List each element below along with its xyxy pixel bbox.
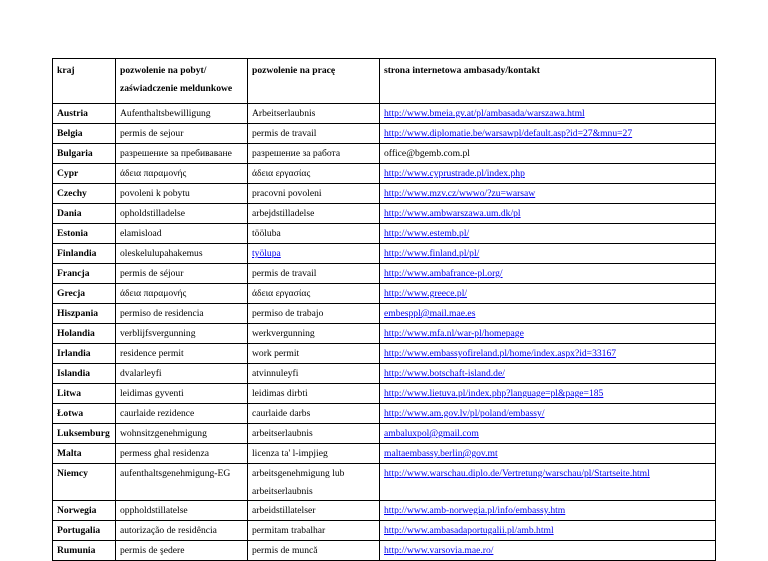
work-permit-cell: Arbeitserlaubnis	[248, 104, 380, 124]
country-cell: Litwa	[53, 384, 116, 404]
country-cell: Łotwa	[53, 404, 116, 424]
work-permit-cell: arbejdstilladelse	[248, 204, 380, 224]
embassy-link[interactable]: http://www.ambasadaportugalii.pl/amb.html	[384, 525, 554, 536]
embassy-email-link[interactable]: ambaluxpol@gmail.com	[384, 428, 479, 439]
contact-cell	[380, 501, 716, 521]
country-cell: Rumunia	[53, 541, 116, 561]
contact-cell	[380, 284, 716, 304]
table-row	[53, 344, 716, 364]
embassy-link[interactable]: http://www.ambafrance-pl.org/	[384, 268, 503, 279]
country-cell: Malta	[53, 444, 116, 464]
contact-cell	[380, 184, 716, 204]
embassy-link[interactable]: http://www.botschaft-island.de/	[384, 368, 505, 379]
embassy-link[interactable]: http://www.am.gov.lv/pl/poland/embassy/	[384, 408, 545, 419]
country-cell: Austria	[53, 104, 116, 124]
table-row	[53, 244, 716, 264]
country-cell: Irlandia	[53, 344, 116, 364]
contact-cell	[380, 124, 716, 144]
work-permit-cell: άδεια εργασίας	[248, 284, 380, 304]
table-row	[53, 304, 716, 324]
contact-cell	[380, 104, 716, 124]
country-cell: Cypr	[53, 164, 116, 184]
embassy-link[interactable]: http://www.finland.pl/pl/	[384, 248, 480, 259]
table-row	[53, 144, 716, 164]
residence-permit-cell: άδεια παραμονής	[116, 164, 248, 184]
work-permit-cell	[248, 464, 380, 501]
country-cell: Holandia	[53, 324, 116, 344]
work-permit-cell	[248, 244, 380, 264]
table-row	[53, 364, 716, 384]
work-permit-cell: pracovni povoleni	[248, 184, 380, 204]
residence-permit-cell: opholdstilladelse	[116, 204, 248, 224]
table-row	[53, 204, 716, 224]
work-permit-link[interactable]: työlupa	[252, 248, 281, 259]
residence-permit-cell: permiso de residencia	[116, 304, 248, 324]
embassy-link[interactable]: http://www.mzv.cz/wwwo/?zu=warsaw	[384, 188, 536, 199]
work-permit-cell: άδεια εργασίας	[248, 164, 380, 184]
country-cell: Islandia	[53, 364, 116, 384]
embassy-link[interactable]: http://www.lietuva.pl/index.php?language=pl&page=185	[384, 388, 604, 399]
country-cell: Belgia	[53, 124, 116, 144]
table-row	[53, 224, 716, 244]
work-permit-cell: arbeidstillatelser	[248, 501, 380, 521]
table-row	[53, 104, 716, 124]
table-row	[53, 324, 716, 344]
table-row	[53, 164, 716, 184]
embassy-link[interactable]: http://www.amb-norwegia.pl/info/embassy.htm	[384, 505, 566, 516]
contact-cell	[380, 344, 716, 364]
contact-cell	[380, 464, 716, 501]
contact-cell	[380, 304, 716, 324]
header-residence-permit	[116, 59, 248, 104]
table-row	[53, 501, 716, 521]
table-row	[53, 124, 716, 144]
contact-cell	[380, 521, 716, 541]
embassy-link[interactable]: http://www.estemb.pl/	[384, 228, 470, 239]
work-permit-cell: permis de travail	[248, 124, 380, 144]
embassy-table	[52, 58, 716, 561]
contact-cell	[380, 164, 716, 184]
embassy-link[interactable]: http://www.varsovia.mae.ro/	[384, 545, 494, 556]
residence-permit-cell: oleskelulupahakemus	[116, 244, 248, 264]
work-permit-line1: arbeitsgenehmigung lub	[252, 468, 345, 479]
country-cell: Norwegia	[53, 501, 116, 521]
residence-permit-cell: άδεια παραμονής	[116, 284, 248, 304]
embassy-email-link[interactable]: embesppl@mail.mae.es	[384, 308, 476, 319]
embassy-link[interactable]: http://www.warschau.diplo.de/Vertretung/warschau/pl/Startseite.html	[384, 468, 650, 479]
work-permit-cell: werkvergunning	[248, 324, 380, 344]
country-cell: Czechy	[53, 184, 116, 204]
contact-cell	[380, 384, 716, 404]
table-row	[53, 284, 716, 304]
embassy-link[interactable]: http://www.diplomatie.be/warsawpl/default.asp?id=27&mnu=27	[384, 128, 633, 139]
work-permit-cell: arbeitserlaubnis	[248, 424, 380, 444]
country-cell: Francja	[53, 264, 116, 284]
residence-permit-cell: permis de sejour	[116, 124, 248, 144]
work-permit-cell: caurlaide darbs	[248, 404, 380, 424]
residence-permit-cell: Aufenthaltsbewilligung	[116, 104, 248, 124]
work-permit-cell: permitam trabalhar	[248, 521, 380, 541]
work-permit-cell: permis de muncă	[248, 541, 380, 561]
country-cell: Niemcy	[53, 464, 116, 501]
header-embassy-website: strona internetowa ambasady/kontakt	[380, 59, 716, 104]
embassy-link[interactable]: http://www.mfa.nl/war-pl/homepage	[384, 328, 524, 339]
contact-cell: office@bgemb.com.pl	[380, 144, 716, 164]
table-row	[53, 444, 716, 464]
header-residence-line1: pozwolenie na pobyt/	[120, 65, 207, 76]
country-cell: Finlandia	[53, 244, 116, 264]
table-row	[53, 264, 716, 284]
residence-permit-cell: caurlaide rezidence	[116, 404, 248, 424]
embassy-email-link[interactable]: maltaembassy.berlin@gov.mt	[384, 448, 498, 459]
residence-permit-cell: autorização de residência	[116, 521, 248, 541]
table-row	[53, 424, 716, 444]
contact-cell	[380, 444, 716, 464]
country-cell: Dania	[53, 204, 116, 224]
country-cell: Luksemburg	[53, 424, 116, 444]
contact-cell	[380, 204, 716, 224]
work-permit-cell: permiso de trabajo	[248, 304, 380, 324]
table-row	[53, 541, 716, 561]
contact-cell	[380, 244, 716, 264]
work-permit-cell: atvinnuleyfi	[248, 364, 380, 384]
residence-permit-cell: elamisload	[116, 224, 248, 244]
contact-cell	[380, 324, 716, 344]
work-permit-cell: licenza ta' l-impjieg	[248, 444, 380, 464]
work-permit-line2: arbeitserlaubnis	[252, 486, 313, 497]
table-row	[53, 464, 716, 501]
table-header-row	[53, 59, 716, 104]
residence-permit-cell: permis de şedere	[116, 541, 248, 561]
residence-permit-cell: wohnsitzgenehmigung	[116, 424, 248, 444]
residence-permit-cell: povoleni k pobytu	[116, 184, 248, 204]
table-row	[53, 184, 716, 204]
header-residence-line2: zaświadczenie meldunkowe	[120, 83, 233, 94]
work-permit-cell: разрешение за работа	[248, 144, 380, 164]
residence-permit-cell: residence permit	[116, 344, 248, 364]
country-cell: Grecja	[53, 284, 116, 304]
table-row	[53, 521, 716, 541]
table-row	[53, 404, 716, 424]
work-permit-cell: permis de travail	[248, 264, 380, 284]
residence-permit-cell: разрешение за пребиваване	[116, 144, 248, 164]
country-cell: Hiszpania	[53, 304, 116, 324]
country-cell: Portugalia	[53, 521, 116, 541]
table-row	[53, 384, 716, 404]
embassy-link[interactable]: http://www.greece.pl/	[384, 288, 468, 299]
embassy-link[interactable]: http://www.embassyofireland.pl/home/index.aspx?id=33167	[384, 348, 617, 359]
work-permit-cell: tööluba	[248, 224, 380, 244]
embassy-link[interactable]: http://www.ambwarszawa.um.dk/pl	[384, 208, 521, 219]
work-permit-cell: work permit	[248, 344, 380, 364]
contact-cell	[380, 424, 716, 444]
contact-cell	[380, 264, 716, 284]
contact-cell	[380, 224, 716, 244]
contact-cell	[380, 404, 716, 424]
work-permit-cell: leidimas dirbti	[248, 384, 380, 404]
contact-cell	[380, 364, 716, 384]
residence-permit-cell: verblijfsvergunning	[116, 324, 248, 344]
residence-permit-cell: permess ghal residenza	[116, 444, 248, 464]
residence-permit-cell: aufenthaltsgenehmigung-EG	[116, 464, 248, 501]
embassy-link[interactable]: http://www.bmeia.gv.at/pl/ambasada/warszawa.html	[384, 108, 585, 119]
residence-permit-cell: oppholdstillatelse	[116, 501, 248, 521]
residence-permit-cell: leidimas gyventi	[116, 384, 248, 404]
residence-permit-cell: permis de séjour	[116, 264, 248, 284]
embassy-link[interactable]: http://www.cyprustrade.pl/index.php	[384, 168, 525, 179]
residence-permit-cell: dvalarleyfi	[116, 364, 248, 384]
contact-cell	[380, 541, 716, 561]
header-work-permit: pozwolenie na pracę	[248, 59, 380, 104]
country-cell: Bulgaria	[53, 144, 116, 164]
country-cell: Estonia	[53, 224, 116, 244]
header-country: kraj	[53, 59, 116, 104]
